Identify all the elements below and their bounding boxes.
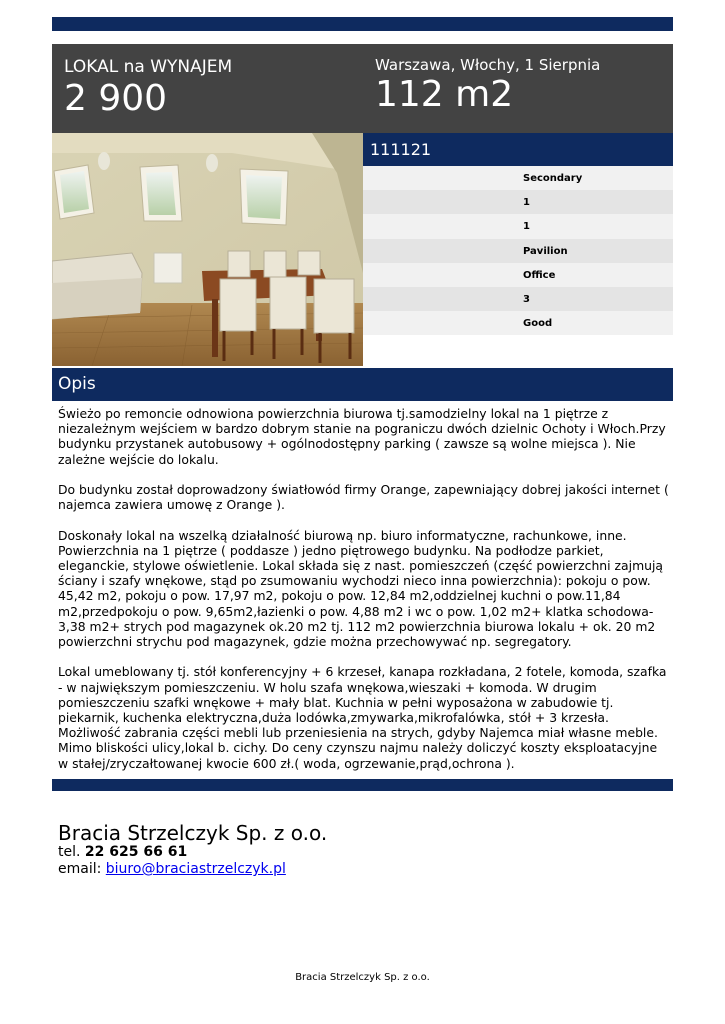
description-paragraph: Lokal umeblowany tj. stół konferencyjny + 6 krzeseł, kanapa rozkładana, 2 fotele, komoda, szafka - w największym pomieszczeniu. W holu szafa wnękowa,wieszaki + komoda. W drugim pomieszczeniu szafki wnękowe + mały blat. Kuchnia w pełni wyposażona w zabudowie tj. piekarnik, kuchenka elektryczna,duża lodówka,zmywarka,mikrofalówka, stół + 3 krzesła. Możliwość zabrania części mebli lub przeniesienia na strych, gdyby Najemca miał własne meble. Mimo bliskości ulicy,lokal b. cichy. Do ceny czynszu najmu należy doliczyć koszty eksploatacyjne w stałej/zryczałtowanej kwocie 600 zł.( woda, ogrzewanie,prąd,ochrona ). — [58, 664, 667, 771]
listing-id: 111121 — [370, 140, 432, 159]
description-paragraph: Świeżo po remoncie odnowiona powierzchnia biurowa tj.samodzielny lokal na 1 piętrze z niezależnym wejściem w bardzo dobrym stanie na pograniczu dwóch dzielnic Ochoty i Włoch.Przy budynku przystanek autobusowy + ogólnodostępny parking ( zawsze są wolne miejsca ). Nie zależne wejście do lokalu. — [58, 406, 666, 467]
details-row — [363, 263, 673, 287]
details-value: 3 — [523, 293, 530, 305]
footer-text: Bracia Strzelczyk Sp. z o.o. — [295, 972, 430, 983]
description-paragraph: Do budynku został doprowadzony światłowód firmy Orange, zapewniający dobrej jakości internet ( najemca zawiera umowę z Orange ). — [58, 482, 669, 513]
description-heading-bar — [52, 368, 673, 401]
details-table — [363, 166, 673, 335]
details-row — [363, 190, 673, 214]
description-heading: Opis — [58, 374, 96, 394]
details-row — [363, 239, 673, 263]
listing-type: LOKAL na WYNAJEM — [64, 57, 233, 77]
email-link[interactable]: biuro@braciastrzelczyk.pl — [105, 861, 286, 877]
description-paragraph: Doskonały lokal na wszelką działalność biurową np. biuro informatyczne, rachunkowe, inne. Powierzchnia na 1 piętrze ( poddasze ) jedno piętrowego budynku. Na podłodze parkiet, eleganckie, stylowe oświetlenie. Lokal składa się z nast. pomieszczeń (część powierzchni zajmują ściany i szafy wnękowe, stąd po zsumowaniu wychodzi nieco inna powierzchnia): pokoju o pow. 45,42 m2, pokoju o pow. 17,97 m2, pokoju o pow. 12,84 m2,oddzielnej kuchni o pow.11,84 m2,przedpokoju o pow. 9,65m2,łazienki o pow. 4,88 m2 i wc o pow. 1,02 m2+ klatka schodowa-3,38 m2+ strych pod magazynek ok.20 m2 tj. 112 m2 powierzchnia biurowa lokalu + ok. 20 m2 powierzchni strychu pod magazynek, gdzie można przechowywać np. segregatory. — [58, 527, 664, 650]
description-body — [58, 406, 670, 786]
agency-phone — [58, 844, 187, 860]
listing-location: Warszawa, Włochy, 1 Sierpnia — [375, 56, 601, 74]
listing-price: 2 900 — [64, 78, 168, 119]
top-accent-bar — [52, 17, 673, 31]
listing-area: 112 m2 — [375, 74, 514, 115]
phone-label: tel. — [58, 844, 81, 860]
details-value: Office — [523, 269, 556, 281]
listing-header — [52, 44, 673, 133]
details-value: Pavilion — [523, 245, 568, 257]
details-value: Secondary — [523, 173, 583, 184]
details-value: 1 — [523, 221, 530, 233]
details-row — [363, 287, 673, 311]
phone-number: 22 625 66 61 — [84, 844, 188, 860]
bottom-accent-bar — [52, 779, 673, 791]
agency-name: Bracia Strzelczyk Sp. z o.o. — [58, 821, 328, 845]
email-label: email: — [58, 861, 102, 877]
details-value: Good — [523, 318, 553, 330]
details-value: 1 — [523, 197, 530, 209]
details-row — [363, 166, 673, 190]
agency-email — [58, 861, 286, 877]
listing-id-bar — [363, 133, 673, 166]
property-photo — [52, 133, 363, 366]
details-row — [363, 311, 673, 335]
details-row — [363, 214, 673, 238]
